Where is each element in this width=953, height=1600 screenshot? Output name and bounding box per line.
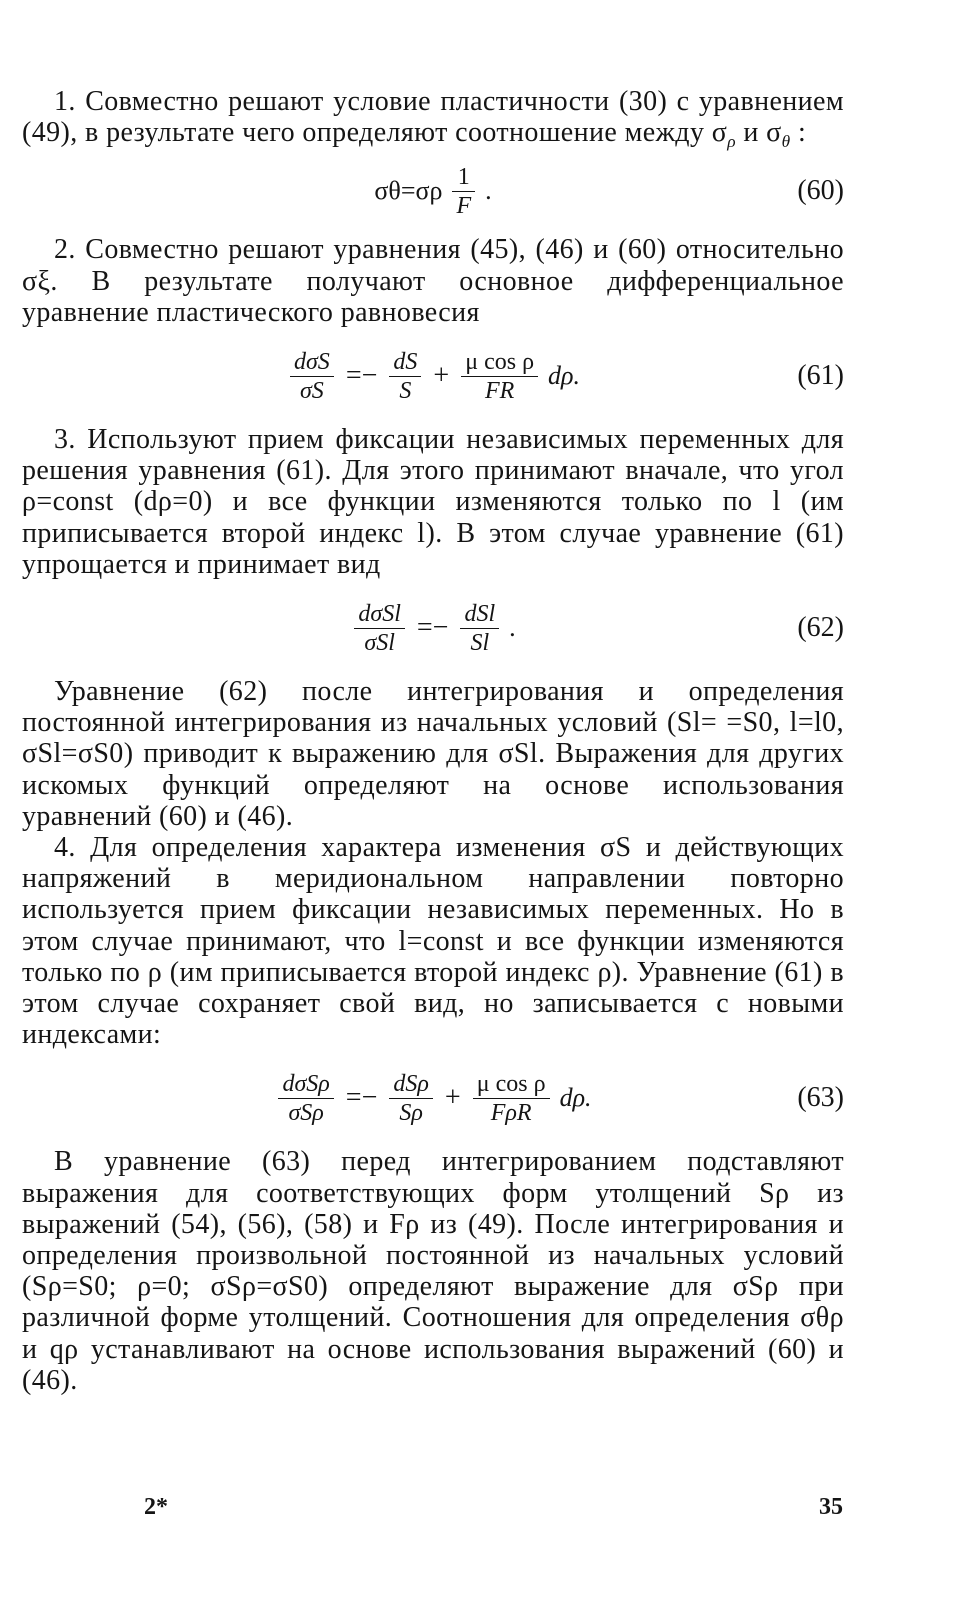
paragraph-1 <box>22 86 844 152</box>
equation-63-frac-3 <box>473 1070 550 1127</box>
equation-61-d1: σS <box>299 377 324 404</box>
paragraph-2: 2. Совместно решают уравнения (45), (46) и (60) относительно σξ. В результате получают основное дифференциальное уравнение пластического равновесия <box>22 234 844 328</box>
equation-62-d2: Sl <box>470 629 490 656</box>
equation-61-n3: μ cos ρ <box>465 348 535 375</box>
equation-63-equals: =− <box>345 1082 378 1114</box>
equation-60-numerator: 1 <box>457 163 470 190</box>
equation-61-n1: dσS <box>293 348 330 375</box>
equation-62-n1: dσSl <box>358 600 401 627</box>
equation-62-label: (62) <box>797 612 844 644</box>
equation-61-plus: + <box>433 360 450 392</box>
equation-62-n2: dSl <box>464 600 496 627</box>
equation-60-label: (60) <box>797 175 844 207</box>
paragraph-4: Уравнение (62) после интегрирования и определения постоянной интегрирования из начальных условий (Sl= =S0, l=l0, σSl=σS0) приводит к выражению для σSl. Выражения для других искомых функций определяют на основе использования уравнений (60) и (46). <box>22 676 844 832</box>
equation-61-n2: dS <box>393 348 418 375</box>
equation-63-n2: dSρ <box>393 1070 429 1097</box>
paragraph-1-text: 1. Совместно решают условие пластичности (30) с уравнением (49), в результате чего определяют соотношение между σ <box>22 86 844 149</box>
equation-61 <box>22 328 844 424</box>
paragraph-3: 3. Используют прием фиксации независимых переменных для решения уравнения (61). Для этого принимают вначале, что угол ρ=const (dρ=0) и все функции изменяются только по l (им приписывается второй индекс l). В этом случае уравнение (61) упрощается и принимает вид <box>22 424 844 580</box>
equation-63-d1: σSρ <box>288 1099 324 1126</box>
equation-62-frac-1 <box>354 600 405 657</box>
paragraph-1-mid: и σ <box>735 117 782 149</box>
equation-61-frac-3 <box>461 348 538 405</box>
equation-62-d1: σSl <box>364 629 395 656</box>
equation-61-d2: S <box>399 377 412 404</box>
equation-63-d3: FρR <box>490 1099 532 1126</box>
equation-60-tail: . <box>485 176 492 206</box>
equation-62-tail: . <box>509 613 516 643</box>
equation-62 <box>22 580 844 676</box>
equation-63-label: (63) <box>797 1082 844 1114</box>
subscript-rho: ρ <box>727 132 736 152</box>
equation-63-tail: dρ. <box>559 1083 592 1113</box>
paragraph-1-end: : <box>790 117 807 149</box>
equation-63 <box>22 1050 844 1146</box>
equation-61-tail: dρ. <box>548 361 581 391</box>
equation-62-equals: =− <box>416 612 449 644</box>
equation-63-n1: dσSρ <box>282 1070 330 1097</box>
equation-62-frac-2 <box>460 600 499 657</box>
page-content <box>22 86 844 1396</box>
equation-63-n3: μ cos ρ <box>476 1070 546 1097</box>
equation-61-equals: =− <box>345 360 378 392</box>
equation-60-fraction <box>452 163 475 220</box>
equation-63-frac-2 <box>389 1070 433 1127</box>
equation-60-lhs: σθ=σρ <box>374 176 443 206</box>
equation-60 <box>22 148 844 234</box>
paragraph-5: 4. Для определения характера изменения σS и действующих напряжений в меридиональном направлении повторно используется прием фиксации независимых переменных. Но в этом случае принимают, что l=const и все функции изменяются только по ρ (им приписывается второй индекс ρ). Уравнение (61) в этом случае сохраняет свой вид, но записывается с новыми индексами: <box>22 832 844 1051</box>
equation-63-plus: + <box>444 1082 461 1114</box>
equation-63-d2: Sρ <box>399 1099 423 1126</box>
equation-60-denominator: F <box>456 192 472 219</box>
page-number: 35 <box>819 1494 843 1520</box>
equation-61-frac-2 <box>389 348 421 405</box>
paragraph-6: В уравнение (63) перед интегрированием подставляют выражения для соответствующих форм утолщений Sρ из выражений (54), (56), (58) и Fρ из (49). После интегрирования и определения произвольной постоянной из начальных условий (Sρ=S0; ρ=0; σSρ=σS0) определяют выражение для σSρ при различной форме утолщений. Соотношения для определения σθρ и qρ устанавливают на основе использования выражений (60) и (46). <box>22 1146 844 1396</box>
subscript-theta: θ <box>781 132 791 152</box>
equation-61-label: (61) <box>797 360 844 392</box>
signature-mark: 2* <box>144 1494 168 1520</box>
equation-61-d3: FR <box>484 377 515 404</box>
equation-61-frac-1 <box>290 348 334 405</box>
equation-63-frac-1 <box>278 1070 333 1127</box>
